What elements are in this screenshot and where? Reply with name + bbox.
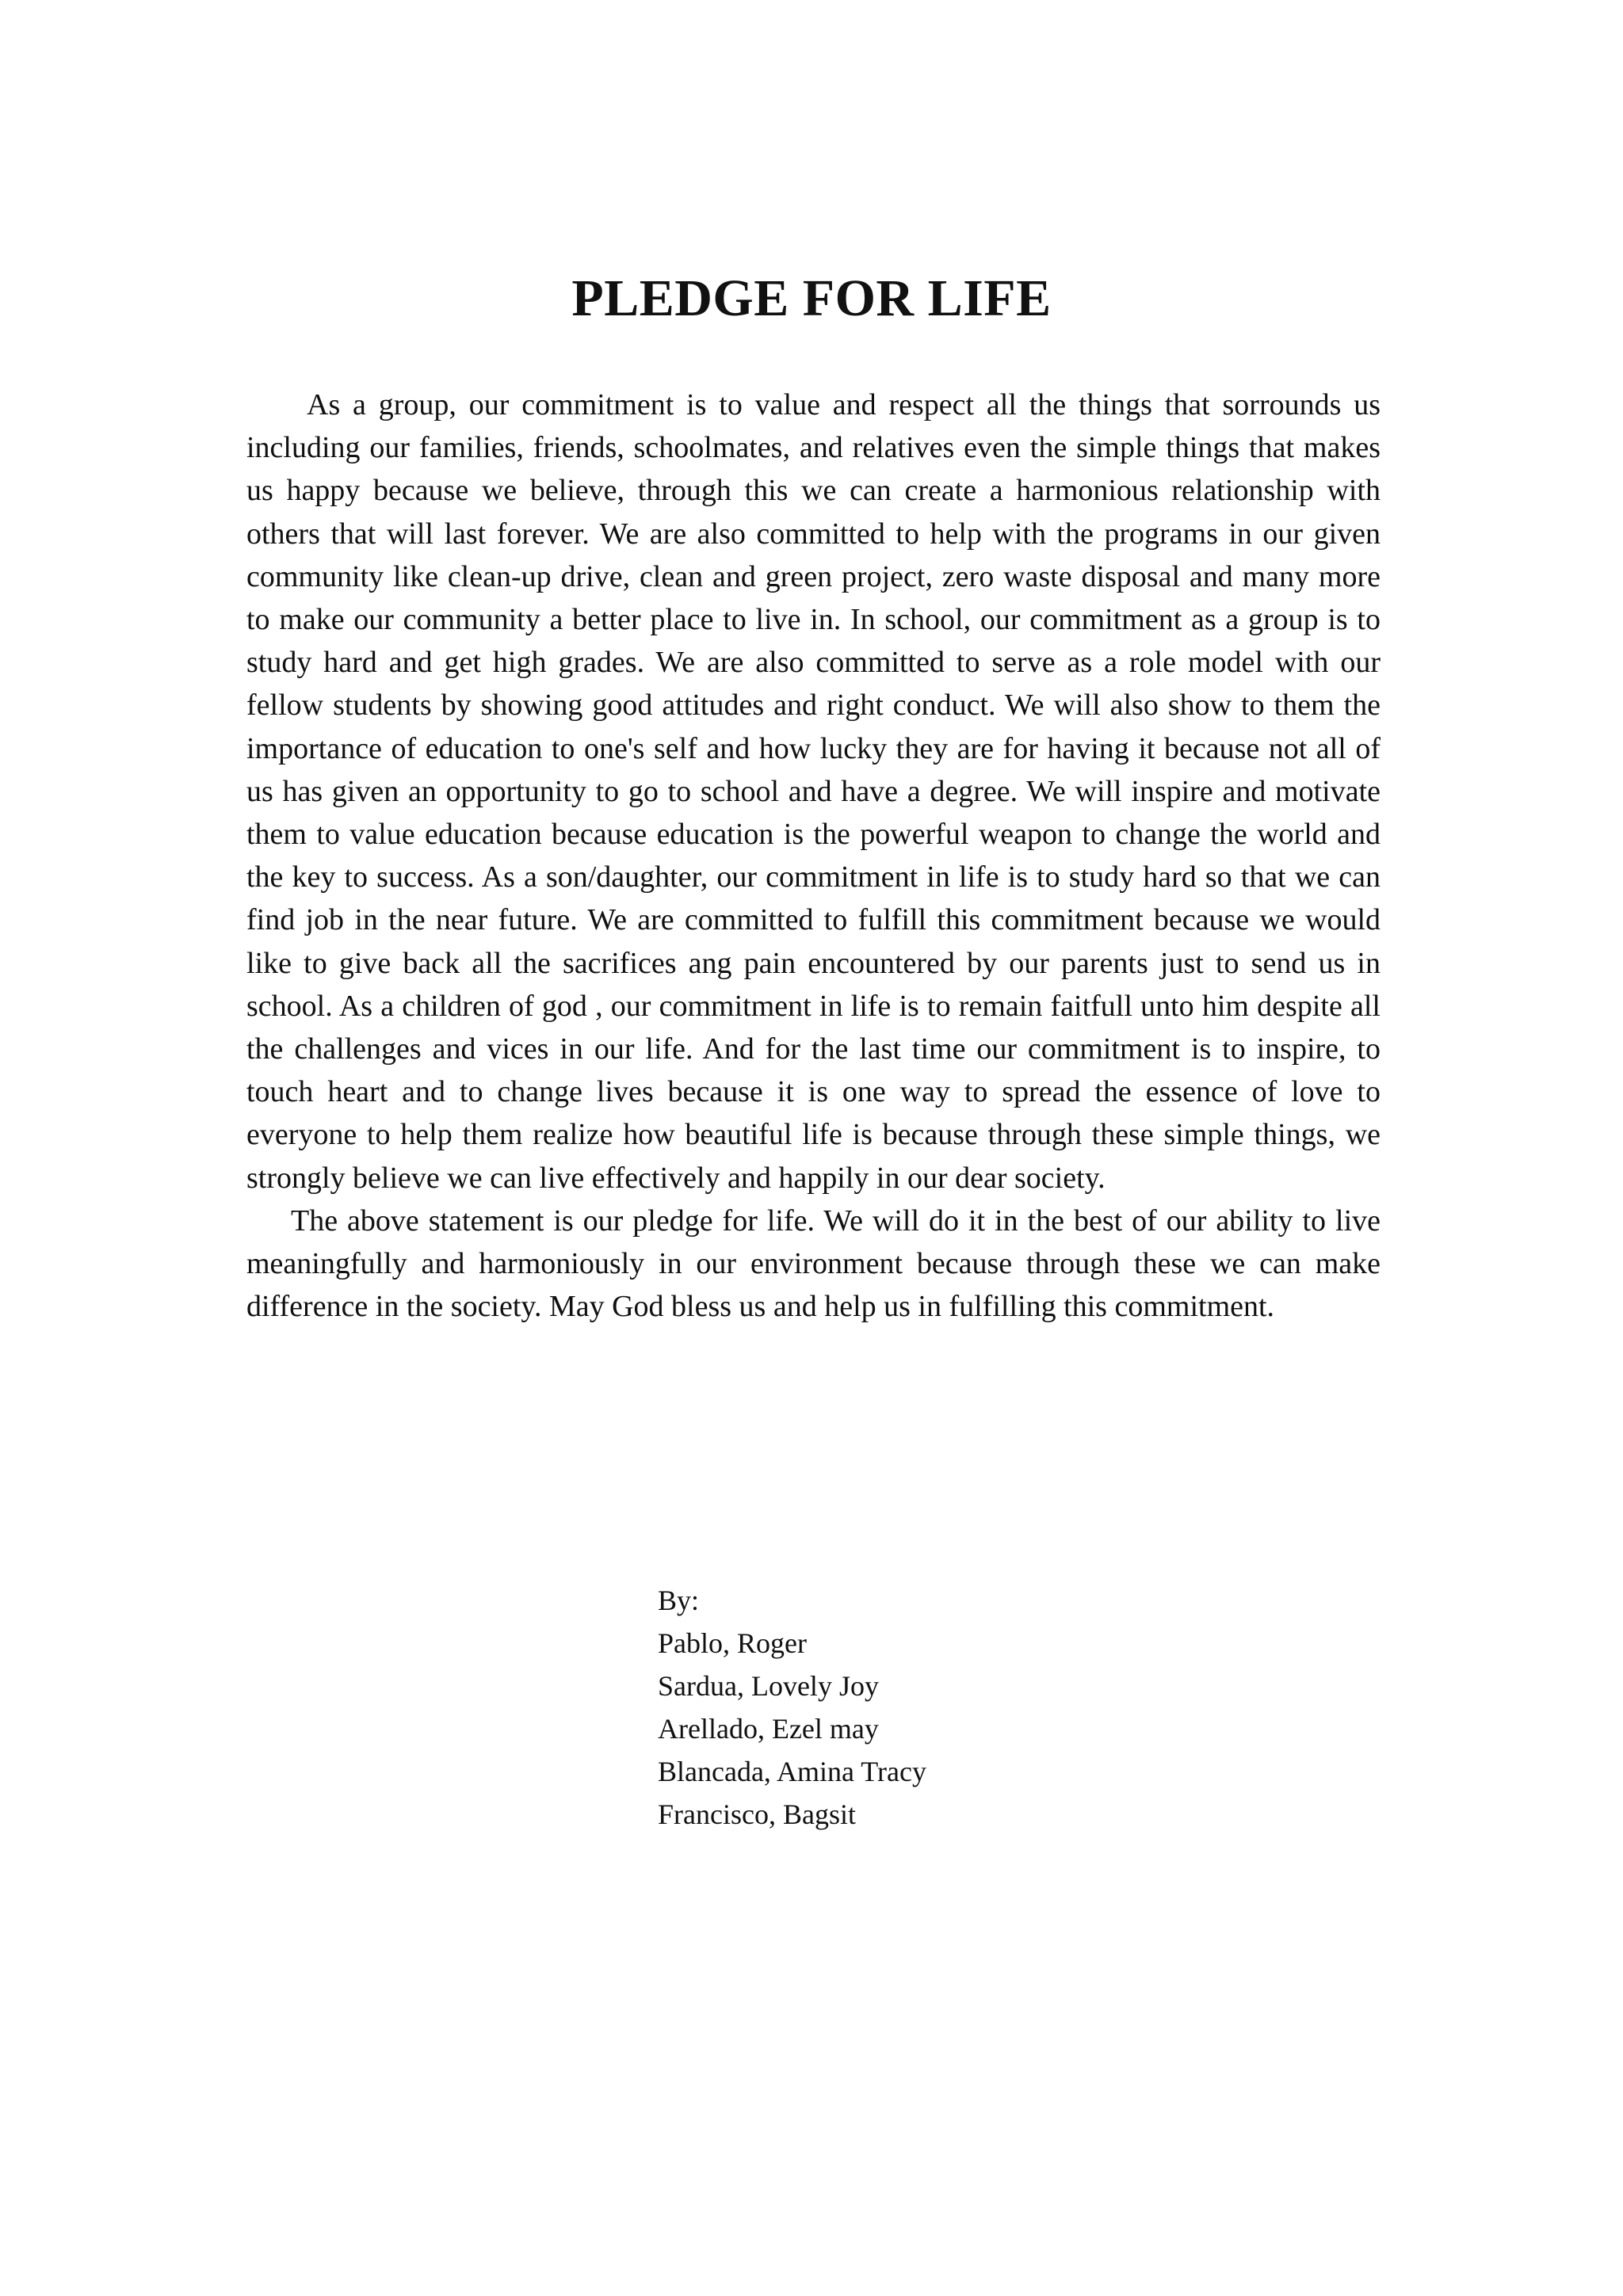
author-name: Arellado, Ezel may — [658, 1713, 879, 1745]
document-title: PLEDGE FOR LIFE — [571, 269, 1052, 327]
closing-paragraph: The above statement is our pledge for life. We will do it in the best of our ability to live meaningfully and harmoniously in our environment because through these we can make difference in the society. May God bless us and help us in fulfilling this commitment. — [246, 1203, 1381, 1324]
author-name: Sardua, Lovely Joy — [658, 1670, 879, 1702]
author-name: Pablo, Roger — [658, 1627, 807, 1659]
author-name: Blancada, Amina Tracy — [658, 1756, 926, 1787]
author-name: Francisco, Bagsit — [658, 1798, 856, 1830]
pledge-paragraph: As a group, our commitment is to value and respect all the things that sorrounds us including our families, friends, schoolmates, and relatives even the simple things that makes us happy because we believe, through this we can create a harmonious relationship with others that will last forever. We are also committed to help with the programs in our given community like clean-up drive, clean and green project, zero waste disposal and many more to make our community a better place to live in. In school, our commitment as a group is to study hard and get high grades. We are also committed to serve as a role model with our fellow students by showing good attitudes and right conduct. We will also show to them the importance of education to one's self and how lucky they are for having it because not all of us has given an opportunity to go to school and have a degree. We will inspire and motivate them to value education because education is the powerful weapon to change the world and the key to success. As a son/daughter, our commitment in life is to study hard so that we can find job in the near future. We are committed to fulfill this commitment because we would like to give back all the sacrifices ang pain encountered by our parents just to send us in school. As a children of god , our commitment in life is to remain faitfull unto him despite all the challenges and vices in our life. And for the last time our commitment is to inspire, to touch heart and to change lives because it is one way to spread the essence of love to everyone to help them realize how beautiful life is because through these simple things, we strongly believe we can live effectively and happily in our dear society. — [246, 388, 1381, 1195]
document-body — [246, 383, 1381, 1328]
byline-label: By: — [658, 1585, 700, 1616]
author-list — [658, 1579, 926, 1836]
